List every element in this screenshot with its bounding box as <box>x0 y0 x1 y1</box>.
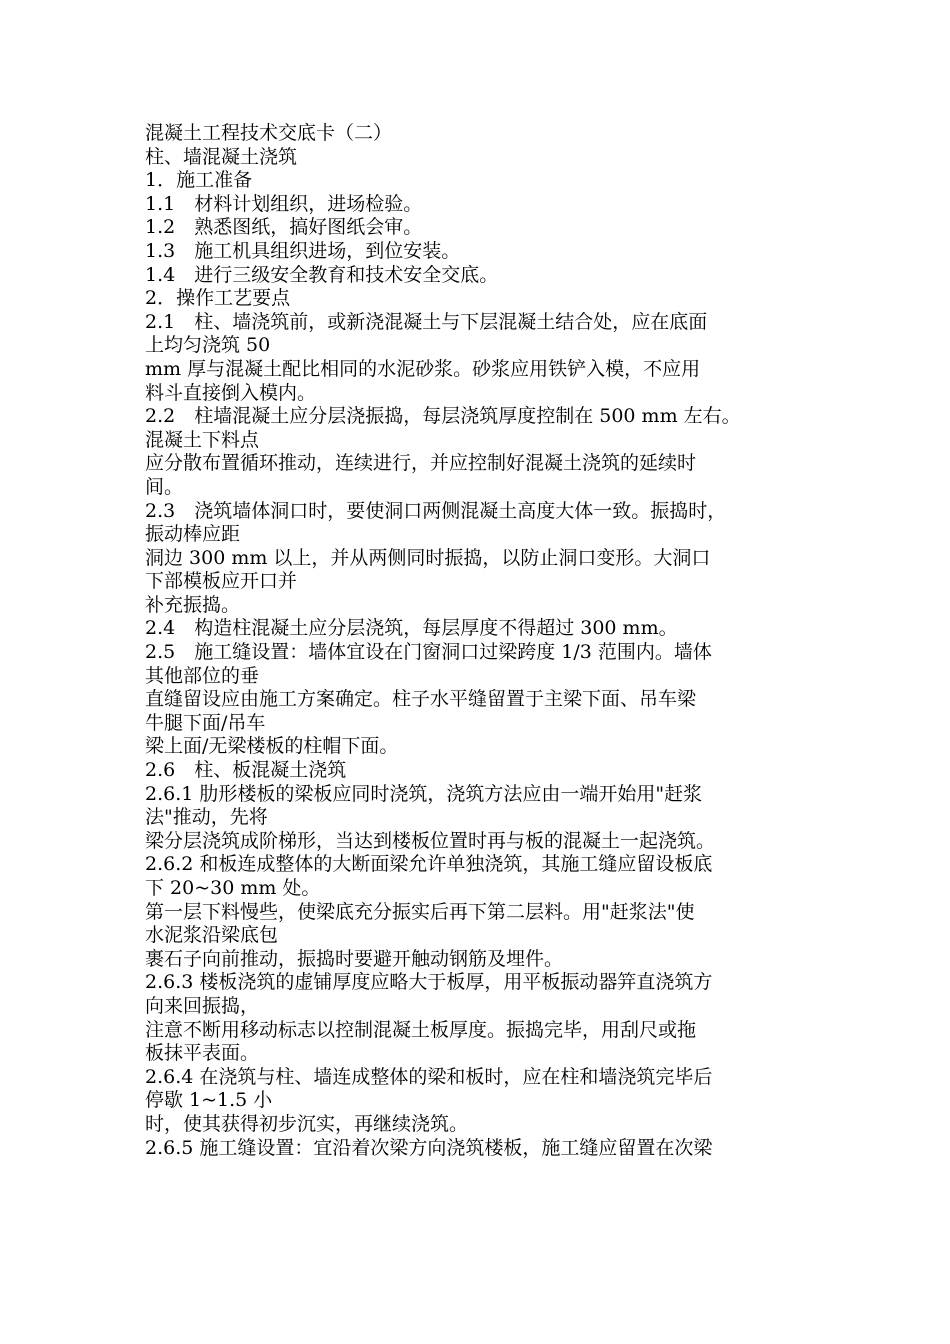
text-line: 2.5 施工缝设置：墙体宜设在门窗洞口过梁跨度 1/3 范围内。墙体 <box>145 641 712 664</box>
text-line: 下部模板应开口并 <box>145 570 298 593</box>
text-line: 补充振捣。 <box>145 593 241 616</box>
text-line: 2.6.1 肋形楼板的梁板应同时浇筑，浇筑方法应由一端开始用"赶浆 <box>145 782 703 805</box>
text-line: 水泥浆沿梁底包 <box>145 924 279 947</box>
text-line: 间。 <box>145 475 184 498</box>
text-line: 2.1 柱、墙浇筑前，或新浇混凝土与下层混凝土结合处，应在底面 <box>145 310 708 333</box>
text-line: 梁分层浇筑成阶梯形，当达到楼板位置时再与板的混凝土一起浇筑。 <box>145 829 716 852</box>
text-line: 板抹平表面。 <box>145 1042 260 1065</box>
text-line: 2.4 构造柱混凝土应分层浇筑，每层厚度不得超过 300 mm。 <box>145 617 678 640</box>
text-line: 振动棒应距 <box>145 523 241 546</box>
text-line: 1.3 施工机具组织进场，到位安装。 <box>145 239 461 262</box>
text-line: 混凝土下料点 <box>145 428 260 451</box>
text-line: 应分散布置循环推动，连续进行，并应控制好混凝土浇筑的延续时 <box>145 452 697 475</box>
text-line: 1．施工准备 <box>145 169 253 192</box>
text-line: 上均匀浇筑 50 <box>145 334 271 357</box>
text-line: 2.6 柱、板混凝土浇筑 <box>145 759 347 782</box>
document-body <box>145 122 835 1160</box>
text-line: 1.2 熟悉图纸，搞好图纸会审。 <box>145 216 423 239</box>
text-line: 其他部位的垂 <box>145 664 260 687</box>
document-title: 混凝土工程技术交底卡（二） <box>145 122 393 144</box>
text-line: 注意不断用移动标志以控制混凝土板厚度。振捣完毕，用刮尺或拖 <box>145 1018 697 1041</box>
text-line: 柱、墙混凝土浇筑 <box>145 145 298 168</box>
text-line: mm 厚与混凝土配比相同的水泥砂浆。砂浆应用铁铲入模，不应用 <box>145 357 701 380</box>
text-line: 法"推动，先将 <box>145 806 268 829</box>
text-line: 下 20~30 mm 处。 <box>145 877 321 899</box>
text-line: 直缝留设应由施工方案确定。柱子水平缝留置于主梁下面、吊车梁 <box>145 688 697 711</box>
text-line: 时，使其获得初步沉实，再继续浇筑。 <box>145 1112 469 1135</box>
text-line: 裹石子向前推动，振捣时要避开触动钢筋及埋件。 <box>145 947 564 970</box>
text-line: 2.6.5 施工缝设置：宜沿着次梁方向浇筑楼板，施工缝应留置在次梁 <box>145 1136 713 1159</box>
text-line: 2．操作工艺要点 <box>145 287 291 310</box>
text-line: 料斗直接倒入模内。 <box>145 381 317 404</box>
text-line: 牛腿下面/吊车 <box>145 711 266 734</box>
text-line: 2.6.4 在浇筑与柱、墙连成整体的梁和板时，应在柱和墙浇筑完毕后 <box>145 1065 713 1088</box>
text-line: 1.4 进行三级安全教育和技术安全交底。 <box>145 263 499 286</box>
text-line: 洞边 300 mm 以上，并从两侧同时振捣，以防止洞口变形。大洞口 <box>145 546 711 569</box>
text-line: 2.2 柱墙混凝土应分层浇振捣，每层浇筑厚度控制在 500 mm 左右。 <box>145 405 741 428</box>
text-line: 2.3 浇筑墙体洞口时，要使洞口两侧混凝土高度大体一致。振捣时， <box>145 499 727 522</box>
text-line: 1.1 材料计划组织，进场检验。 <box>145 192 423 215</box>
text-line: 停歇 1~1.5 小 <box>145 1089 273 1112</box>
text-line: 第一层下料慢些，使梁底充分振实后再下第二层料。用"赶浆法"使 <box>145 900 695 923</box>
text-line: 2.6.2 和板连成整体的大断面梁允许单独浇筑，其施工缝应留设板底 <box>145 853 713 876</box>
text-line: 梁上面/无梁楼板的柱帽下面。 <box>145 735 399 758</box>
text-line: 向来回振捣， <box>145 994 260 1017</box>
text-line: 2.6.3 楼板浇筑的虚铺厚度应略大于板厚，用平板振动器笄直浇筑方 <box>145 971 713 994</box>
